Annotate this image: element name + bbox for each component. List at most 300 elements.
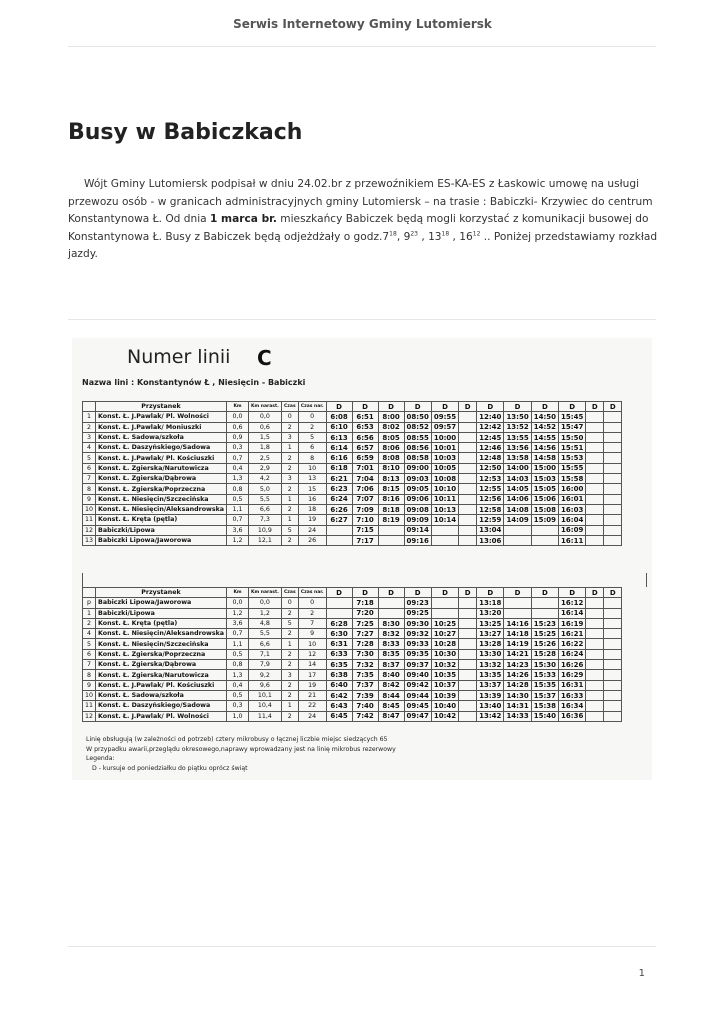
table-row — [83, 463, 622, 473]
departure-cell: 6:40 — [326, 680, 352, 690]
departure-cell: 14:18 — [504, 629, 531, 639]
departure-cell: 6:08 — [326, 412, 352, 422]
departure-time: 9 — [403, 230, 411, 243]
value-cell: 7 — [83, 660, 96, 670]
departure-cell: 7:37 — [352, 680, 378, 690]
departure-cell — [604, 432, 622, 442]
departure-cell: 6:26 — [326, 504, 352, 514]
departure-cell: 14:33 — [504, 711, 531, 721]
header-cell: Km — [227, 588, 249, 598]
value-cell: 3 — [281, 432, 298, 442]
departure-cell: 16:09 — [559, 525, 586, 535]
value-cell: 1,2 — [227, 535, 249, 545]
departure-cell: 14:58 — [531, 453, 558, 463]
departure-cell — [504, 608, 531, 618]
departure-cell — [586, 443, 604, 453]
stop-name-cell: Konst. Ł. Niesięcin/Aleksandrowska — [96, 629, 227, 639]
value-cell: 5 — [83, 639, 96, 649]
departure-cell: 12:56 — [477, 494, 504, 504]
departure-cell: 09:00 — [404, 463, 431, 473]
departure-cell: 7:40 — [352, 701, 378, 711]
value-cell: 0,7 — [227, 515, 249, 525]
value-cell: 0,8 — [227, 660, 249, 670]
day-code-cell: D — [604, 588, 622, 598]
departure-cell: 10:32 — [431, 660, 458, 670]
departure-cell: 10:28 — [431, 639, 458, 649]
table-row — [83, 484, 622, 494]
departure-cell — [459, 535, 477, 545]
value-cell: 0 — [298, 598, 326, 608]
departure-cell: 15:09 — [531, 515, 558, 525]
value-cell: 7,3 — [249, 515, 282, 525]
departure-cell — [531, 608, 558, 618]
table-row — [83, 711, 622, 721]
departure-cell — [604, 618, 622, 628]
header-cell: Czas — [281, 588, 298, 598]
value-cell: 2 — [281, 690, 298, 700]
stop-name-cell: Babiczki Lipowa/Jaworowa — [96, 598, 227, 608]
departure-cell — [604, 463, 622, 473]
departure-cell: 16:14 — [559, 608, 586, 618]
value-cell: 2 — [281, 660, 298, 670]
value-cell: 4,2 — [249, 474, 282, 484]
departure-cell — [459, 670, 477, 680]
departure-cell: 8:13 — [378, 474, 404, 484]
departure-cell: 8:18 — [378, 504, 404, 514]
departure-cell: 12:42 — [477, 422, 504, 432]
day-code-cell: D — [531, 402, 558, 412]
departure-cell: 16:29 — [559, 670, 586, 680]
departure-cell: 12:48 — [477, 453, 504, 463]
value-cell: 2 — [281, 463, 298, 473]
departure-cell: 6:21 — [326, 474, 352, 484]
departure-cell: 10:39 — [431, 690, 458, 700]
departure-cell: 14:50 — [531, 412, 558, 422]
departure-cell — [604, 525, 622, 535]
departure-cell: 09:09 — [404, 515, 431, 525]
departure-cell: 15:28 — [531, 649, 558, 659]
departure-cell — [459, 649, 477, 659]
departure-cell: 10:42 — [431, 711, 458, 721]
table-row — [83, 535, 622, 545]
departure-cell — [586, 690, 604, 700]
departure-cell: 8:37 — [378, 660, 404, 670]
value-cell: 1,3 — [227, 670, 249, 680]
departure-cell: 13:56 — [504, 443, 531, 453]
stop-name-cell: Konst. Ł. J.Pawlak/ Pl. Kościuszki — [96, 453, 227, 463]
departure-cell: 16:22 — [559, 639, 586, 649]
departure-cell: 16:26 — [559, 660, 586, 670]
departure-cell: 09:08 — [404, 504, 431, 514]
value-cell: 2 — [281, 629, 298, 639]
departure-cell: 16:36 — [559, 711, 586, 721]
value-cell: 10,4 — [249, 701, 282, 711]
table-header-row — [83, 402, 622, 412]
departure-cell: 14:55 — [531, 432, 558, 442]
departure-cell: 13:50 — [504, 412, 531, 422]
departure-cell: 7:07 — [352, 494, 378, 504]
value-cell: 11 — [83, 515, 96, 525]
departure-cell — [604, 504, 622, 514]
table-row — [83, 598, 622, 608]
value-cell: 12 — [298, 649, 326, 659]
departure-cell: 13:28 — [477, 639, 504, 649]
header-cell: Czas — [281, 402, 298, 412]
departure-cell — [604, 711, 622, 721]
departure-cell — [586, 618, 604, 628]
departure-cell: 14:08 — [504, 504, 531, 514]
table-row — [83, 422, 622, 432]
header-cell: Km narast. — [249, 588, 282, 598]
value-cell: 13 — [83, 535, 96, 545]
value-cell: 1 — [83, 608, 96, 618]
value-cell: 19 — [298, 680, 326, 690]
departure-cell: 7:06 — [352, 484, 378, 494]
departure-cell — [378, 535, 404, 545]
departure-cell — [586, 525, 604, 535]
departure-cell — [459, 608, 477, 618]
stop-name-cell: Konst. Ł. J.Pawlak/ Moniuszki — [96, 422, 227, 432]
table-row — [83, 629, 622, 639]
value-cell: 18 — [298, 504, 326, 514]
departure-cell — [504, 535, 531, 545]
value-cell: 2 — [281, 484, 298, 494]
footer-divider — [68, 946, 656, 947]
departure-cell: 7:35 — [352, 670, 378, 680]
value-cell: 7,9 — [249, 660, 282, 670]
departure-cell — [531, 535, 558, 545]
value-cell: 5 — [83, 453, 96, 463]
table-row — [83, 525, 622, 535]
departure-cell: 13:42 — [477, 711, 504, 721]
value-cell: 26 — [298, 535, 326, 545]
day-code-cell: D — [504, 402, 531, 412]
departure-cell: 8:47 — [378, 711, 404, 721]
value-cell: 0,0 — [249, 412, 282, 422]
departure-cell — [604, 670, 622, 680]
day-code-cell: D — [404, 402, 431, 412]
value-cell: 9,6 — [249, 680, 282, 690]
value-cell: 3 — [83, 432, 96, 442]
departure-cell: 15:35 — [531, 680, 558, 690]
departure-cell: 13:30 — [477, 649, 504, 659]
departure-cell: 14:31 — [504, 701, 531, 711]
value-cell: 2,5 — [249, 453, 282, 463]
value-cell: 3,6 — [227, 618, 249, 628]
departure-cell: 8:30 — [378, 618, 404, 628]
table-row — [83, 453, 622, 463]
value-cell: 21 — [298, 690, 326, 700]
departure-cell: 15:30 — [531, 660, 558, 670]
value-cell: 1,1 — [227, 504, 249, 514]
day-code-cell: D — [378, 588, 404, 598]
departure-cell: 7:25 — [352, 618, 378, 628]
departure-cell: 13:55 — [504, 432, 531, 442]
departure-cell — [459, 639, 477, 649]
departure-cell — [459, 463, 477, 473]
departure-cell: 14:23 — [504, 660, 531, 670]
value-cell: 2 — [298, 422, 326, 432]
value-cell: p — [83, 598, 96, 608]
departure-cell: 14:16 — [504, 618, 531, 628]
departure-cell: 8:42 — [378, 680, 404, 690]
departure-cell: 16:04 — [559, 515, 586, 525]
value-cell: 7 — [298, 618, 326, 628]
day-code-cell: D — [504, 588, 531, 598]
departure-cell — [604, 690, 622, 700]
departure-cell — [586, 649, 604, 659]
departure-cell — [604, 608, 622, 618]
departure-cell: 09:03 — [404, 474, 431, 484]
departure-cell: 6:51 — [352, 412, 378, 422]
departure-cell: 10:30 — [431, 649, 458, 659]
table-row — [83, 690, 622, 700]
value-cell: 5,5 — [249, 494, 282, 504]
departure-cell: 6:56 — [352, 432, 378, 442]
value-cell: 2 — [281, 649, 298, 659]
departure-cell: 15:50 — [559, 432, 586, 442]
departure-cell — [459, 474, 477, 484]
departure-cell: 8:19 — [378, 515, 404, 525]
departure-cell: 12:45 — [477, 432, 504, 442]
departure-cell — [604, 474, 622, 484]
departure-cell: 7:30 — [352, 649, 378, 659]
departure-cell: 14:06 — [504, 494, 531, 504]
departure-cell — [586, 598, 604, 608]
departure-cell — [459, 432, 477, 442]
timetable-notes — [86, 735, 396, 773]
departure-cell — [586, 453, 604, 463]
value-cell: 1,2 — [249, 608, 282, 618]
line-letter: C — [257, 346, 272, 370]
departure-cell — [586, 484, 604, 494]
value-cell: 10,9 — [249, 525, 282, 535]
departure-cell: 8:40 — [378, 670, 404, 680]
stop-name-cell: Konst. Ł. Zgierska/Poprzeczna — [96, 649, 227, 659]
stop-name-cell: Konst. Ł. Zgierska/Poprzeczna — [96, 484, 227, 494]
departure-cell: 15:51 — [559, 443, 586, 453]
stop-name-cell: Konst. Ł. Niesięcin/Szczecińska — [96, 639, 227, 649]
departure-cell — [378, 525, 404, 535]
departure-cell: 8:10 — [378, 463, 404, 473]
departure-cell: 7:39 — [352, 690, 378, 700]
departure-cell: 15:25 — [531, 629, 558, 639]
day-code-cell: D — [604, 402, 622, 412]
departure-cell: 8:15 — [378, 484, 404, 494]
value-cell: 0,0 — [249, 598, 282, 608]
departure-cell: 13:52 — [504, 422, 531, 432]
value-cell: 10,1 — [249, 690, 282, 700]
departure-cell — [586, 515, 604, 525]
departure-cell: 6:42 — [326, 690, 352, 700]
departure-cell: 6:28 — [326, 618, 352, 628]
departure-cell: 16:00 — [559, 484, 586, 494]
header-cell — [83, 402, 96, 412]
header-cell: Przystanek — [96, 402, 227, 412]
departure-cell: 16:34 — [559, 701, 586, 711]
value-cell: 0 — [298, 412, 326, 422]
value-cell: 22 — [298, 701, 326, 711]
departure-cell: 13:40 — [477, 701, 504, 711]
departure-cell: 6:14 — [326, 443, 352, 453]
value-cell: 14 — [298, 660, 326, 670]
departure-cell — [459, 412, 477, 422]
departure-cell: 09:55 — [431, 412, 458, 422]
departure-cell — [459, 525, 477, 535]
departure-time: 13 — [428, 230, 442, 243]
departure-cell — [586, 474, 604, 484]
departure-cell — [586, 463, 604, 473]
departure-cell: 08:56 — [404, 443, 431, 453]
value-cell: 1,8 — [249, 443, 282, 453]
departure-cell: 09:14 — [404, 525, 431, 535]
departure-cell — [586, 535, 604, 545]
departure-cell: 8:33 — [378, 639, 404, 649]
departure-cell: 14:26 — [504, 670, 531, 680]
departure-cell — [531, 525, 558, 535]
note-line: Legenda: — [86, 755, 115, 762]
departure-cell: 15:33 — [531, 670, 558, 680]
value-cell: 6,6 — [249, 639, 282, 649]
departure-cell: 16:24 — [559, 649, 586, 659]
departure-cell — [586, 432, 604, 442]
note-line: D - kursuje od poniedziałku do piątku oprócz świąt — [92, 764, 248, 772]
day-code-cell: D — [431, 402, 458, 412]
departure-cell: 10:00 — [431, 432, 458, 442]
value-cell: 0 — [281, 412, 298, 422]
departure-cell: 10:25 — [431, 618, 458, 628]
value-cell: 0,5 — [227, 690, 249, 700]
departure-cell: 09:05 — [404, 484, 431, 494]
day-code-cell: D — [586, 402, 604, 412]
article-paragraph: Wójt Gminy Lutomiersk podpisał w dniu 24.02.br z przewoźnikiem ES-KA-ES z Łaskowic umowę na usługi przewozu osób - w granicach administracyjnych gminy Lutomiersk – na trasie : Babiczki- Krzywiec do centrum Konstantynowa Ł. Od dnia 1 marca br. mieszkańcy Babiczek będą mogli korzystać z komunikacji busowej do Konstantynowa Ł. Busy z Babiczek będą odjeżdżały o $godz.7^{18}$, $9^{23}$ , $13^{18}$ , $16^{12}$ .. Poniżej przedstawiamy rozkład jazdy. — [68, 178, 658, 260]
stop-name-cell: Konst. Ł. Niesięcin/Szczecińska — [96, 494, 227, 504]
value-cell: 1,2 — [227, 608, 249, 618]
value-cell: 6 — [83, 463, 96, 473]
departure-cell — [586, 711, 604, 721]
departure-cell: 10:14 — [431, 515, 458, 525]
departure-cell: 09:33 — [404, 639, 431, 649]
departure-cell: 7:28 — [352, 639, 378, 649]
value-cell: 2 — [83, 422, 96, 432]
departure-cell: 15:00 — [531, 463, 558, 473]
value-cell: 0,3 — [227, 701, 249, 711]
table-row — [83, 443, 622, 453]
departure-cell — [431, 535, 458, 545]
departure-cell — [459, 711, 477, 721]
value-cell: 8 — [298, 453, 326, 463]
departure-cell: 6:27 — [326, 515, 352, 525]
header-divider — [68, 46, 656, 47]
departure-cell — [586, 660, 604, 670]
header-cell: Czas nar. — [298, 402, 326, 412]
departure-cell: 14:03 — [504, 474, 531, 484]
departure-cell — [459, 484, 477, 494]
value-cell: 0,8 — [227, 484, 249, 494]
departure-cell: 15:53 — [559, 453, 586, 463]
departure-cell: 16:11 — [559, 535, 586, 545]
departure-cell: 10:35 — [431, 670, 458, 680]
departure-time: 7 — [382, 230, 390, 243]
departure-cell: 10:40 — [431, 701, 458, 711]
stop-name-cell: Konst. Ł. Zgierska/Narutowicza — [96, 670, 227, 680]
table-row — [83, 504, 622, 514]
timetable-return — [82, 587, 622, 722]
value-cell: 4 — [83, 629, 96, 639]
departure-cell — [459, 443, 477, 453]
departure-cell — [604, 701, 622, 711]
value-cell: 0,0 — [227, 598, 249, 608]
departure-cell: 12:40 — [477, 412, 504, 422]
day-code-cell: D — [431, 588, 458, 598]
day-code-cell: D — [477, 402, 504, 412]
departure-cell: 14:30 — [504, 690, 531, 700]
departure-cell: 16:12 — [559, 598, 586, 608]
departure-cell: 15:08 — [531, 504, 558, 514]
departure-cell: 15:45 — [559, 412, 586, 422]
departure-cell: 7:04 — [352, 474, 378, 484]
departure-cell — [326, 598, 352, 608]
departure-cell: 8:16 — [378, 494, 404, 504]
departure-cell — [459, 618, 477, 628]
departure-cell: 6:33 — [326, 649, 352, 659]
departure-cell: 7:17 — [352, 535, 378, 545]
departure-cell: 6:53 — [352, 422, 378, 432]
departure-cell: 09:45 — [404, 701, 431, 711]
departure-cell: 16:19 — [559, 618, 586, 628]
line-name: Nazwa lini : Konstantynów Ł , Niesięcin - Babiczki — [82, 378, 306, 387]
departure-cell: 13:04 — [477, 525, 504, 535]
value-cell: 11,4 — [249, 711, 282, 721]
start-date: 1 marca br. — [210, 213, 277, 225]
table-row — [83, 494, 622, 504]
departure-cell: 14:56 — [531, 443, 558, 453]
departure-cell — [604, 443, 622, 453]
header-cell: Km narast. — [249, 402, 282, 412]
departure-cell: 6:23 — [326, 484, 352, 494]
value-cell: 1,5 — [249, 432, 282, 442]
page-number: 1 — [638, 968, 645, 979]
table-gap — [82, 573, 647, 587]
value-cell: 7,1 — [249, 649, 282, 659]
departure-cell: 13:35 — [477, 670, 504, 680]
table-header-row — [83, 588, 622, 598]
stop-name-cell: Babiczki/Lipowa — [96, 608, 227, 618]
value-cell: 24 — [298, 711, 326, 721]
departure-cell — [604, 412, 622, 422]
departure-cell: 7:09 — [352, 504, 378, 514]
note-line: Linię obsługują (w zależności od potrzeb) cztery mikrobusy o łącznej liczbie miejsc siedzących 65 — [86, 736, 388, 743]
departure-cell — [586, 504, 604, 514]
departure-cell: 15:58 — [559, 474, 586, 484]
value-cell: 10 — [298, 463, 326, 473]
departure-cell: 15:55 — [559, 463, 586, 473]
departure-cell — [459, 680, 477, 690]
departure-cell — [604, 639, 622, 649]
value-cell: 0,4 — [227, 463, 249, 473]
value-cell: 9 — [83, 680, 96, 690]
value-cell: 24 — [298, 525, 326, 535]
table-row — [83, 474, 622, 484]
departure-cell — [378, 608, 404, 618]
header-cell — [83, 588, 96, 598]
value-cell: 0,4 — [227, 680, 249, 690]
content-divider — [68, 319, 656, 320]
value-cell: 8 — [83, 484, 96, 494]
value-cell: 2 — [83, 618, 96, 628]
departure-cell — [431, 525, 458, 535]
departure-cell: 6:24 — [326, 494, 352, 504]
